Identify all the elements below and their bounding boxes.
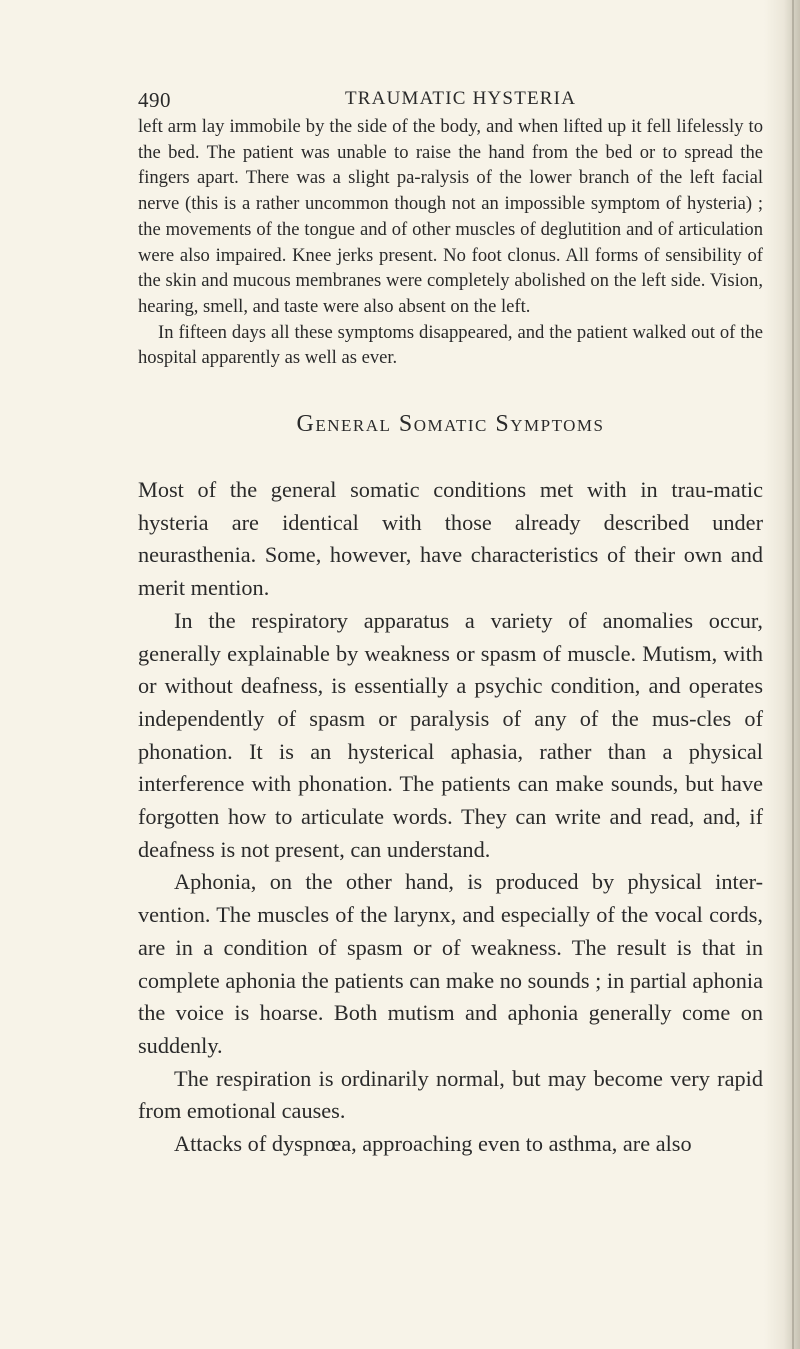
paragraph: left arm lay immobile by the side of the body, and when lifted up it fell lifelessly to the bed. The patient was unable to raise the hand from the bed or to spread the fingers apart. There was a slight pa-ralysis of the lower branch of the left facial nerve (this is a rather uncommon though not an impossible symptom of hysteria) ; the movements of the tongue and of other muscles of deglutition and of articulation were also impaired. Knee jerks present. No foot clonus. All forms of sensibility of the skin and mucous membranes were completely abolished on the left side. Vision, hearing, smell, and taste were also absent on the left. [138, 116, 763, 317]
section-heading: General Somatic Symptoms [296, 411, 605, 437]
paragraph: The respiration is ordinarily normal, but may become very rapid from emotional causes. [138, 1065, 763, 1124]
paragraph: In the respiratory apparatus a variety of anomalies occur, generally explainable by weakness or spasm of muscle. Mutism, with or without deafness, is essentially a psychic condition, and operates independently of spasm or paralysis of any of the mus-cles of phonation. It is an hysterical aphasia, rather than a physical interference with phonation. The patients can make sounds, but have forgotten how to articulate words. They can write and read, and, if deafness is not present, can understand. [138, 607, 763, 862]
paragraph: Attacks of dyspnœa, approaching even to asthma, are also [174, 1131, 692, 1157]
paragraph: In fifteen days all these symptoms disappeared, and the patient walked out of the hospital apparently as well as ever. [138, 321, 763, 369]
section-body-text [138, 474, 763, 1161]
page-number: 490 [138, 88, 171, 112]
running-title: TRAUMATIC HYSTERIA [345, 88, 577, 109]
paragraph: Aphonia, on the other hand, is produced by physical inter-vention. The muscles of the larynx, and especially of the vocal cords, are in a condition of spasm or of weakness. The result is that in complete aphonia the patients can make no sounds ; in partial aphonia the voice is hoarse. Both mutism and aphonia generally come on suddenly. [138, 869, 763, 1058]
page-edge-shadow [764, 0, 800, 1349]
page-edge-line [792, 0, 794, 1349]
case-report-text [138, 114, 763, 371]
paragraph: Most of the general somatic conditions met with in trau-matic hysteria are identical with those already described under neurasthenia. Some, however, have characteristics of their own and merit mention. [138, 477, 763, 601]
